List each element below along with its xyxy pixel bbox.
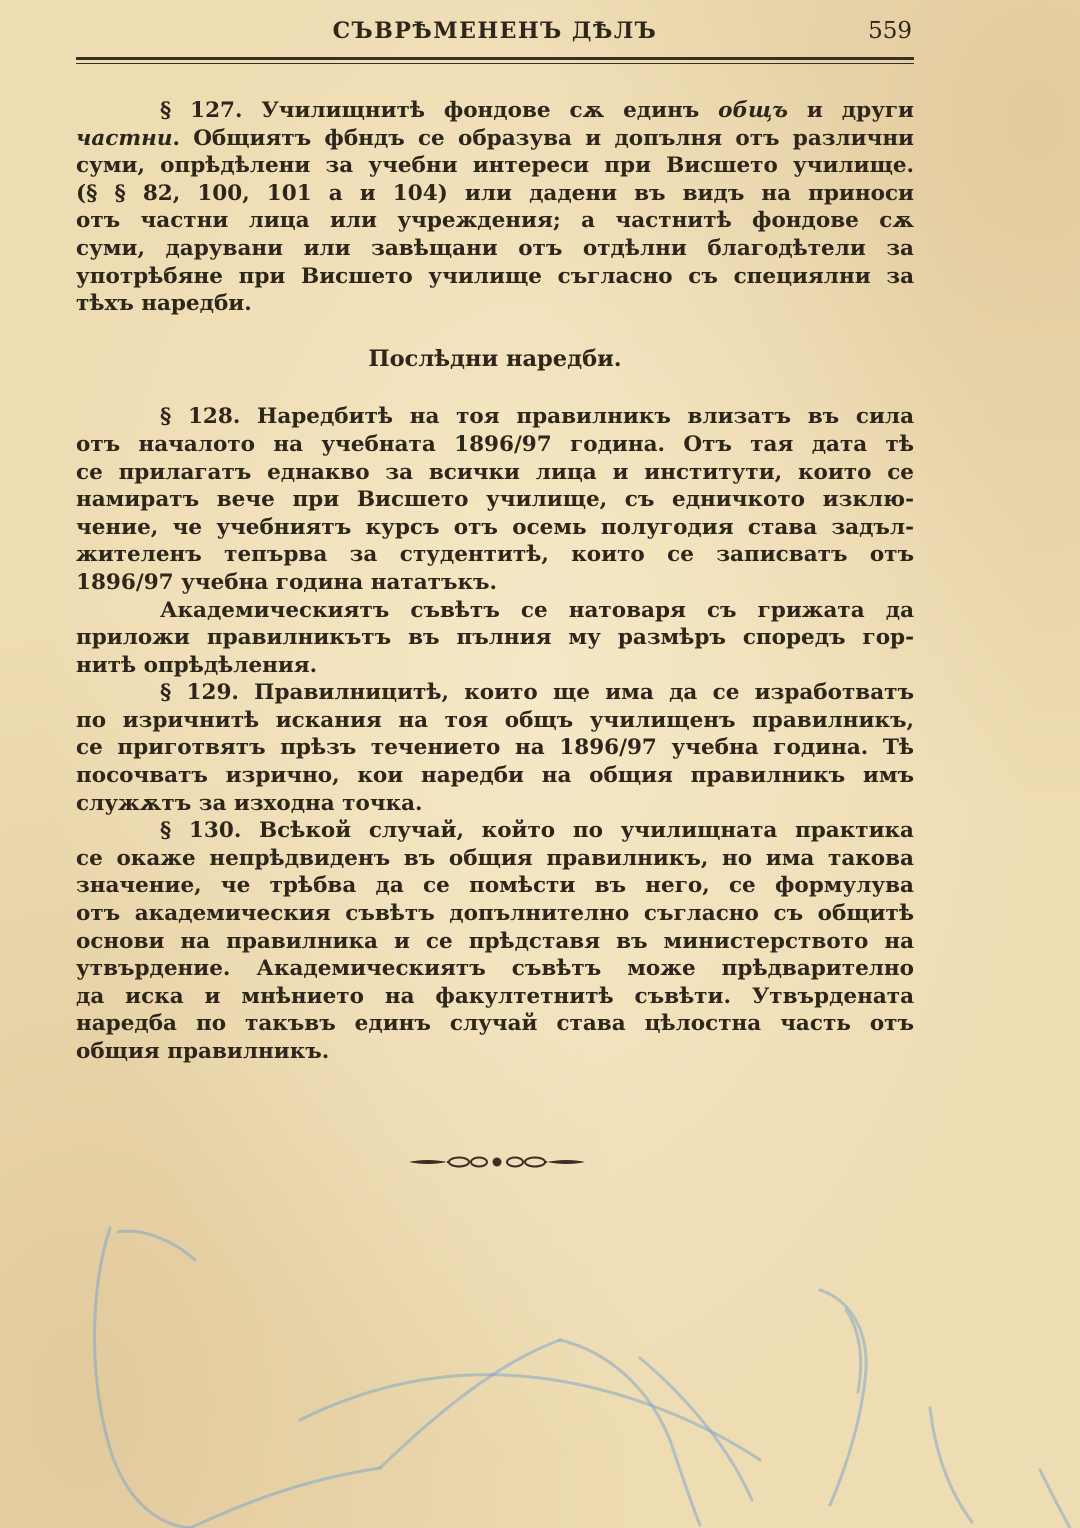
text-line: § 130. Всѣкой случай, който по училищната практика xyxy=(160,818,914,844)
text-line: суми, опрѣдѣлени за учебни интереси при Висшето училище. xyxy=(76,153,914,179)
text-line: по изричнитѣ искания на тоя общъ училищенъ правилникъ, xyxy=(76,707,914,733)
text-line: се окаже непрѣдвиденъ въ общия правилникъ, но има такова xyxy=(76,845,914,871)
text-line: суми, дарувани или завѣщани отъ отдѣлни благодѣтели за xyxy=(76,235,914,261)
body-text xyxy=(76,97,914,1066)
text-line: значение, че трѣбва да се помѣсти въ него, се формулува xyxy=(76,873,914,899)
text-line: служѫтъ за изходна точка. xyxy=(76,790,423,816)
text-line: 1896/97 учебна година нататъкъ. xyxy=(76,569,497,595)
section-heading: Послѣдни наредби. xyxy=(368,345,622,372)
header-rule-thick xyxy=(76,57,914,60)
text-line: (§ § 82, 100, 101 а и 104) или дадени въ видъ на приноси xyxy=(76,180,914,206)
text-line: отъ частни лица или учреждения; а частнитѣ фондове сѫ xyxy=(76,208,914,234)
header-rule-thin xyxy=(76,63,914,64)
end-ornament xyxy=(407,1150,587,1174)
text-line: намиратъ вече при Висшето училище, съ едничкото изклю- xyxy=(76,487,914,513)
text-line: Академическиятъ съвѣтъ се натоваря съ грижата да xyxy=(160,597,914,623)
text-line: тѣхъ наредби. xyxy=(76,291,252,317)
text-line: се прилагатъ еднакво за всички лица и институти, които се xyxy=(76,459,914,485)
italic-word: общъ xyxy=(718,98,789,123)
text-line: чение, че учебниятъ курсъ отъ осемь полугодия става задъл- xyxy=(76,514,914,540)
text-line: се приготвятъ прѣзъ течението на 1896/97 учебна година. Тѣ xyxy=(76,735,914,761)
text-line: § 128. Наредбитѣ на тоя правилникъ влизатъ въ сила xyxy=(160,404,914,430)
text-line: § 127. Училищнитѣ фондове сѫ единъ общъ и други xyxy=(160,98,914,123)
text-line: посочватъ изрично, кои наредби на общия правилникъ имъ xyxy=(76,763,914,789)
running-title: СЪВРѢМЕНЕНЪ ДѢЛЪ xyxy=(332,18,658,44)
text-line: отъ началото на учебната 1896/97 година. Отъ тая дата тѣ xyxy=(76,431,914,457)
text-line: приложи правилникътъ въ пълния му размѣръ споредъ гор- xyxy=(76,625,914,651)
text-line: нитѣ опрѣдѣления. xyxy=(76,652,318,678)
text-line: наредба по такъвъ единъ случай става цѣлостна часть отъ xyxy=(76,1011,914,1037)
text-line: частни. Общиятъ фбндъ се образува и допълня отъ различни xyxy=(76,125,914,151)
text-line: утвърдение. Академическиятъ съвѣтъ може прѣдварително xyxy=(76,956,914,982)
page-header xyxy=(76,14,914,54)
text-line: да иска и мнѣнието на факултетнитѣ съвѣти. Утвърдената xyxy=(76,983,914,1009)
italic-word: частни xyxy=(76,125,173,151)
text-line: жителенъ тепърва за студентитѣ, които се записватъ отъ xyxy=(76,542,914,568)
text-line: основи на правилника и се прѣдставя въ министерството на xyxy=(76,928,914,954)
page-number: 559 xyxy=(868,18,912,44)
text-line: употрѣбяне при Висшето училище съгласно съ специялни за xyxy=(76,263,914,289)
text-line: § 129. Правилницитѣ, които ще има да се изработватъ xyxy=(160,680,914,706)
text-line: общия правилникъ. xyxy=(76,1039,330,1064)
text-line: отъ академическия съвѣтъ допълнително съгласно съ общитѣ xyxy=(76,901,914,927)
